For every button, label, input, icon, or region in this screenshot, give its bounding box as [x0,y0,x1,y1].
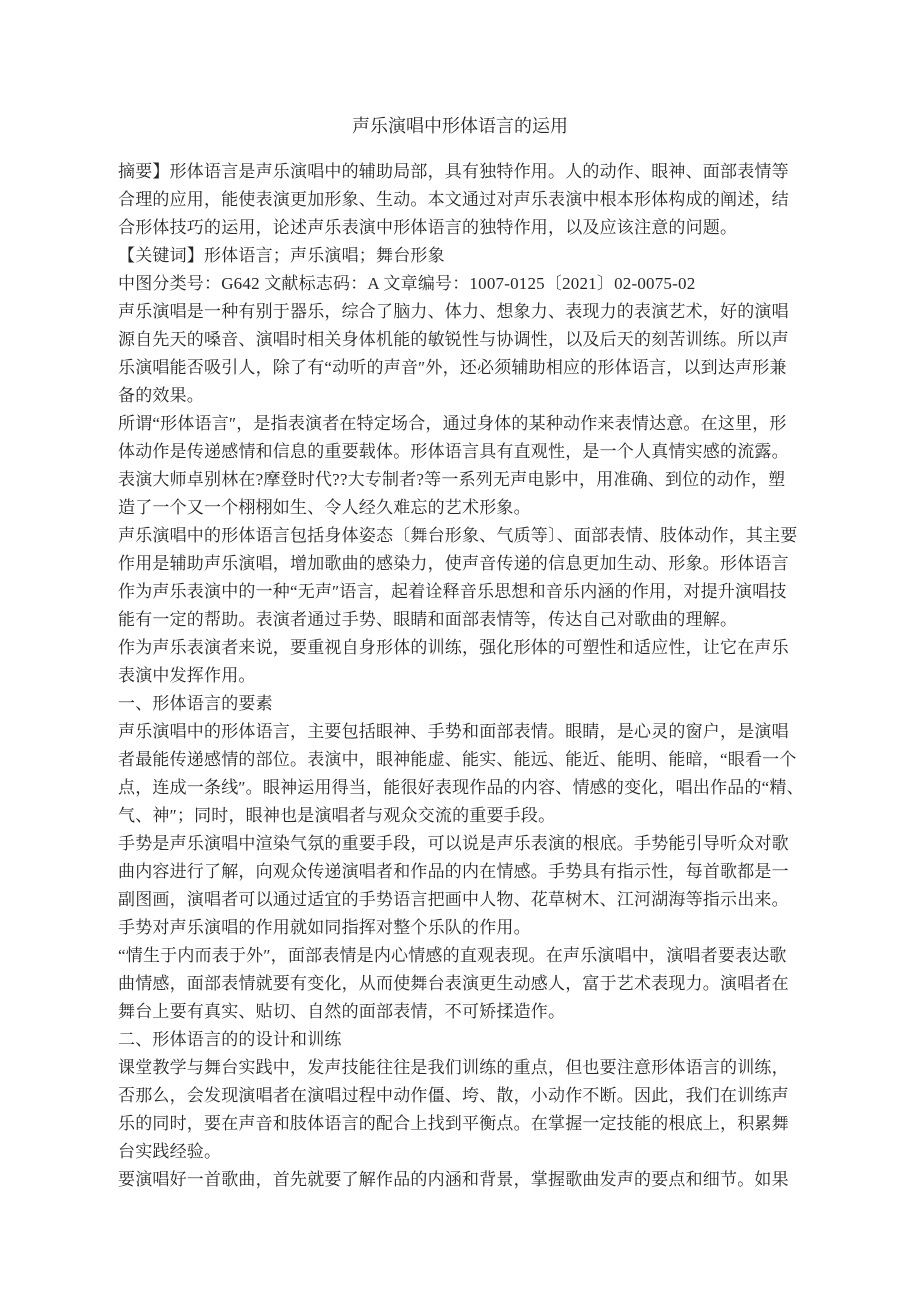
section-2-heading: 二、形体语言的的设计和训练 [118,1030,342,1049]
body-line: 舞台上要有真实、贴切、自然的面部表情，不可矫揉造作。 [118,1002,566,1021]
abstract-line: 合形体技巧的运用，论述声乐表演中形体语言的独特作用，以及应该注意的问题。 [118,218,738,237]
body-line: 气、神″；同时，眼神也是演唱者与观众交流的重要手段。 [118,806,556,825]
body-line: 声乐演唱是一种有别于器乐，综合了脑力、体力、想象力、表现力的表演艺术，好的演唱 [118,302,789,321]
body-line: 表演中发挥作用。 [118,666,256,685]
body-line: 手势对声乐演唱的作用就如同指挥对整个乐队的作用。 [118,918,531,937]
body-line: 所谓“形体语言″，是指表演者在特定场合，通过身体的某种动作来表情达意。在这里，形 [118,414,787,433]
body-line: 能有一定的帮助。表演者通过手势、眼睛和面部表情等，传达自己对歌曲的理解。 [118,610,738,629]
body-line: 作为声乐表演中的一种“无声″语言，起着诠释音乐思想和音乐内涵的作用，对提升演唱技 [118,582,787,601]
body-line: 乐演唱能否吸引人，除了有“动听的声音″外，还必须辅助相应的形体语言，以到达声形兼 [118,358,787,377]
body-line: 要演唱好一首歌曲，首先就要了解作品的内涵和背景，掌握歌曲发声的要点和细节。如果 [118,1170,789,1189]
article-info-line: 中图分类号：G642 文献标志码：A 文章编号：1007-0125〔2021〕02-0075-02 [118,274,696,293]
keywords-line: 【关键词】形体语言；声乐演唱；舞台形象 [118,246,445,265]
body-line: 备的效果。 [118,386,204,405]
body-line: “情生于内而表于外″，面部表情是内心情感的直观表现。在声乐演唱中，演唱者要表达歌 [118,946,787,965]
body-line: 台实践经验。 [118,1142,222,1161]
body-line: 作用是辅助声乐演唱，增加歌曲的感染力，使声音传递的信息更加生动、形象。形体语言 [118,554,789,573]
document-title: 声乐演唱中形体语言的运用 [352,116,568,136]
body-line: 否那么，会发现演唱者在演唱过程中动作僵、垮、散，小动作不断。因此，我们在训练声 [118,1086,789,1105]
body-line: 作为声乐表演者来说，要重视自身形体的训练，强化形体的可塑性和适应性，让它在声乐 [118,638,789,657]
abstract-line: 合理的应用，能使表演更加形象、生动。本文通过对声乐表演中根本形体构成的阐述，结 [118,190,789,209]
body-line: 声乐演唱中的形体语言，主要包括眼神、手势和面部表情。眼睛，是心灵的窗户，是演唱 [118,722,789,741]
body-line: 者最能传递感情的部位。表演中，眼神能虚、能实、能远、能近、能明、能暗，“眼看一个 [118,750,797,769]
body-line: 手势是声乐演唱中渲染气氛的重要手段，可以说是声乐表演的根底。手势能引导听众对歌 [118,834,789,853]
body-line: 点，连成一条线″。眼神运用得当，能很好表现作品的内容、情感的变化，唱出作品的“精、 [118,778,804,797]
body-line: 声乐演唱中的形体语言包括身体姿态〔舞台形象、气质等〕、面部表情、肢体动作，其主要 [118,526,798,545]
body-line: 表演大师卓别林在?摩登时代??大专制者?等一系列无声电影中，用准确、到位的动作，塑 [118,470,786,489]
body-line: 曲内容进行了解，向观众传递演唱者和作品的内在情感。手势具有指示性，每首歌都是一 [118,862,789,881]
body-line: 课堂教学与舞台实践中，发声技能往往是我们训练的重点，但也要注意形体语言的训练， [118,1058,789,1077]
document-body [118,158,808,1194]
body-line: 源自先天的嗓音、演唱时相关身体机能的敏锐性与协调性，以及后天的刻苦训练。所以声 [118,330,789,349]
section-1-heading: 一、形体语言的要素 [118,694,273,713]
body-line: 副图画，演唱者可以通过适宜的手势语言把画中人物、花草树木、江河湖海等指示出来。 [118,890,789,909]
body-line: 乐的同时，要在声音和肢体语言的配合上找到平衡点。在掌握一定技能的根底上，积累舞 [118,1114,789,1133]
body-line: 曲情感，面部表情就要有变化，从而使舞台表演更生动感人，富于艺术表现力。演唱者在 [118,974,789,993]
abstract-line: 摘要】形体语言是声乐演唱中的辅助局部，具有独特作用。人的动作、眼神、面部表情等 [118,162,789,181]
body-line: 造了一个又一个栩栩如生、令人经久难忘的艺术形象。 [118,498,531,517]
body-line: 体动作是传递感情和信息的重要载体。形体语言具有直观性，是一个人真情实感的流露。 [118,442,789,461]
